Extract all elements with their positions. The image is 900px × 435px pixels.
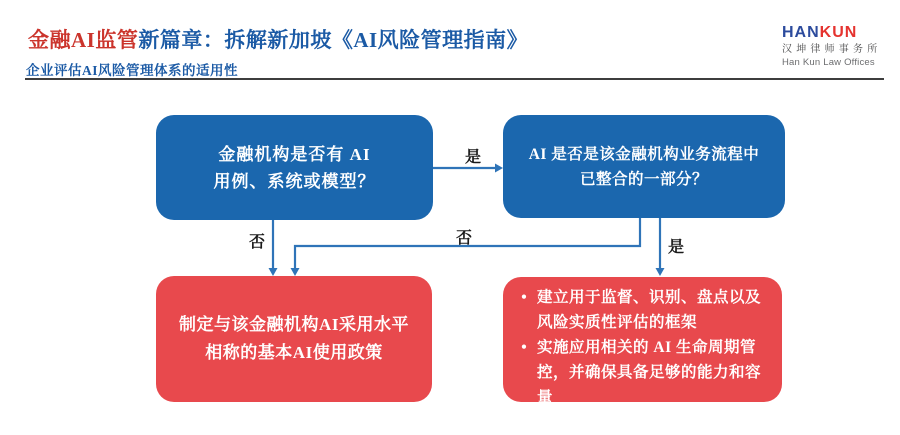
question-box-ai-integrated [503,115,785,218]
question-line: AI 是否是该金融机构业务流程中 [528,145,760,163]
bullet-icon: • [521,289,527,306]
arrow-yes-down-icon [656,218,665,276]
hankun-logo [782,25,882,68]
header-divider [25,78,884,80]
logo-han: HAN [782,24,820,41]
list-item [511,285,772,335]
edge-label-no-middle: 否 [455,230,473,247]
outcome-line: 相称的基本AI使用政策 [205,343,383,362]
outcome-bullet-list [511,285,772,410]
outcome-box-framework [503,277,782,406]
title-rest: 新篇章：拆解新加坡《AI风险管理指南》 [138,28,529,52]
question-line: 金融机构是否有 AI [218,144,371,164]
edge-label-no-left: 否 [248,234,266,251]
section-subtitle: 企业评估AI风险管理体系的适用性 [26,63,239,78]
title-highlight: 金融AI监管 [28,28,139,52]
logo-english-name: Han Kun Law Offices [782,57,875,68]
outcome-box-basic-policy [156,276,432,402]
bullet-text: 实施应用相关的 AI 生命周期管控，并确保具备足够的能力和容量 [537,339,762,406]
logo-chinese-name: 汉坤律师事务所 [782,44,882,55]
outcome-line: 制定与该金融机构AI采用水平 [179,315,409,334]
question-line: 已整合的一部分？ [579,170,708,188]
list-item [511,335,772,410]
logo-kun: KUN [819,24,858,41]
edge-label-yes-right: 是 [667,239,685,256]
page-title [28,24,528,54]
bullet-text: 建立用于监督、识别、盘点以及风险实质性评估的框架 [537,289,762,331]
bullet-icon: • [521,339,527,356]
edge-label-yes-top: 是 [464,149,482,166]
arrow-no-down-icon [269,220,278,276]
logo-wordmark [782,25,882,41]
question-line: 用例、系统或模型？ [213,171,376,191]
question-box-ai-usage [156,115,433,220]
